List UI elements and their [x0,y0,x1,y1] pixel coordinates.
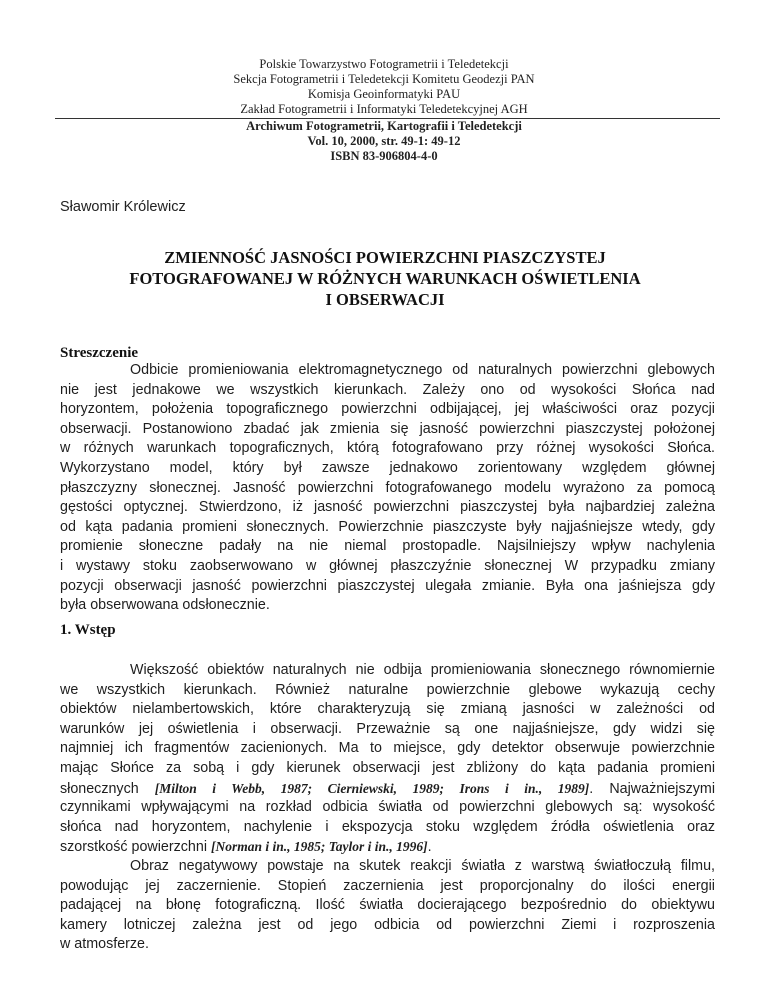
abstract-body [60,361,715,616]
intro-text: . Najważniejszymi [589,780,715,797]
abstract-line: była obserwowana odsłonecznie. [60,597,270,614]
isbn: ISBN 83-906804-4-0 [330,149,438,163]
author-name: Sławomir Królewicz [60,199,186,215]
society-header [150,57,618,117]
paper-title [60,247,710,310]
abstract-line: Wykorzystano model, który był zawsze jednakowo zorientowany względem głównej [60,459,715,476]
abstract-line: i wystawy stoku zaobserwowano w głównej płaszczyźnie słonecznej W przypadku zmiany [60,557,715,574]
intro-line: warunków jej oświetlenia i obserwacji. Przeważnie są one najjaśniejsze, gdy widzi się [60,720,715,737]
journal-name: Archiwum Fotogrametrii, Kartografii i Teledetekcji [246,119,522,133]
header-line-3: Komisja Geoinformatyki PAU [307,87,461,101]
volume-info: Vol. 10, 2000, str. 49-1: 49-12 [307,134,461,148]
intro-text: . [427,839,432,856]
abstract-line: w różnych warunkach topograficznych, którą fotografowano przy różnej wysokości Słońca. [60,440,715,457]
intro-line: we wszystkich kierunkach. Również naturalne powierzchnie glebowe wykazują cechy [60,681,715,698]
intro-line: Większość obiektów naturalnych nie odbija promieniowania słonecznego równomiernie [130,662,715,678]
intro-line: mając Słońce za sobą i gdy kierunek obserwacji jest zbliżony do kąta padania promieni [60,759,715,776]
intro-text: szorstkość powierzchni [60,839,211,856]
intro-line: czynnikami wpływającymi na rozkład odbicia światła od powierzchni glebowych są: wysokość [60,799,715,816]
intro-line: kamery lotniczej zależna jest od jego odbicia od powierzchni Ziemi i rozproszenia [60,916,715,933]
abstract-line: pozycji obserwacji jasność powierzchni piaszczystej ulegała zmianie. Była ona jaśniejsza gdy [60,577,715,594]
header-line-1: Polskie Towarzystwo Fotogrametrii i Teledetekcji [259,57,509,71]
intro-line: powodując jej zaczernienie. Stopień zaczernienia jest proporcjonalny do ilości energii [60,877,715,894]
intro-line: Obraz negatywowy powstaje na skutek reakcji światła z warstwą światłoczułą filmu, [130,857,715,874]
abstract-line: obserwacji. Postanowiono zbadać jak zmienia się jasność powierzchni piaszczystej położonej [60,420,715,437]
abstract-line: płaszczyzny słonecznej. Jasność powierzchni fotografowanego modelu wyrażono za pomocą [60,479,715,496]
intro-line: słońca nad horyzontem, nachylenie i ekspozycja stoku względem źródła oświetlenia oraz [60,818,715,835]
abstract-line: nie jest jednakowe we wszystkich kierunkach. Zależy ono od wysokości Słońca nad [60,381,715,398]
header-line-4: Zakład Fotogrametrii i Informatyki Teledetekcyjnej AGH [240,102,528,116]
intro-line: najmniej ich fragmentów zacienionych. Ma to miejsce, gdy detektor obserwuje powierzchnie [60,740,715,757]
abstract-line: horyzontem, położenia topograficznego powierzchni odbijającej, jej właściwości oraz pozycji [60,401,715,418]
abstract-line: Odbicie promieniowania elektromagnetycznego od naturalnych powierzchni glebowych [130,362,715,378]
bibliographic-info [150,119,618,164]
intro-paragraph-1 [60,661,715,955]
abstract-heading: Streszczenie [60,345,139,361]
intro-text: słonecznych [60,780,155,797]
section-heading-intro: 1. Wstęp [60,622,116,638]
title-line-3: I OBSERWACJI [325,290,445,309]
citation: [Norman i in., 1985; Taylor i in., 1996] [210,839,428,855]
abstract-line: od kąta padania promieni słonecznych. Powierzchnie piaszczyste były najjaśniejsze wtedy, gdy [60,518,715,535]
intro-line: padającej na błonę fotograficzną. Ilość światła docierającego bezpośrednio do obiektywu [60,897,715,914]
title-line-1: ZMIENNOŚĆ JASNOŚCI POWIERZCHNI PIASZCZYSTEJ [164,248,606,267]
abstract-line: promienie słoneczne padały na nie niemal prostopadle. Najsilniejszy wpływ nachylenia [60,538,715,555]
intro-line: w atmosferze. [60,936,149,953]
abstract-line: gęstości optycznej. Stwierdzono, iż jasność powierzchni piaszczystej była najbardziej zależna [60,499,715,516]
header-line-2: Sekcja Fotogrametrii i Teledetekcji Komitetu Geodezji PAN [233,72,535,86]
title-line-2: FOTOGRAFOWANEJ W RÓŻNYCH WARUNKACH OŚWIETLENIA [129,269,641,288]
citation: [Milton i Webb, 1987; Cierniewski, 1989; Irons i in., 1989] [154,780,590,796]
intro-line: obiektów nielambertowskich, które charakteryzują się zmianą jasności w zależności od [60,701,715,718]
intro-line-with-citation [60,779,715,799]
intro-line-with-citation [60,837,715,857]
